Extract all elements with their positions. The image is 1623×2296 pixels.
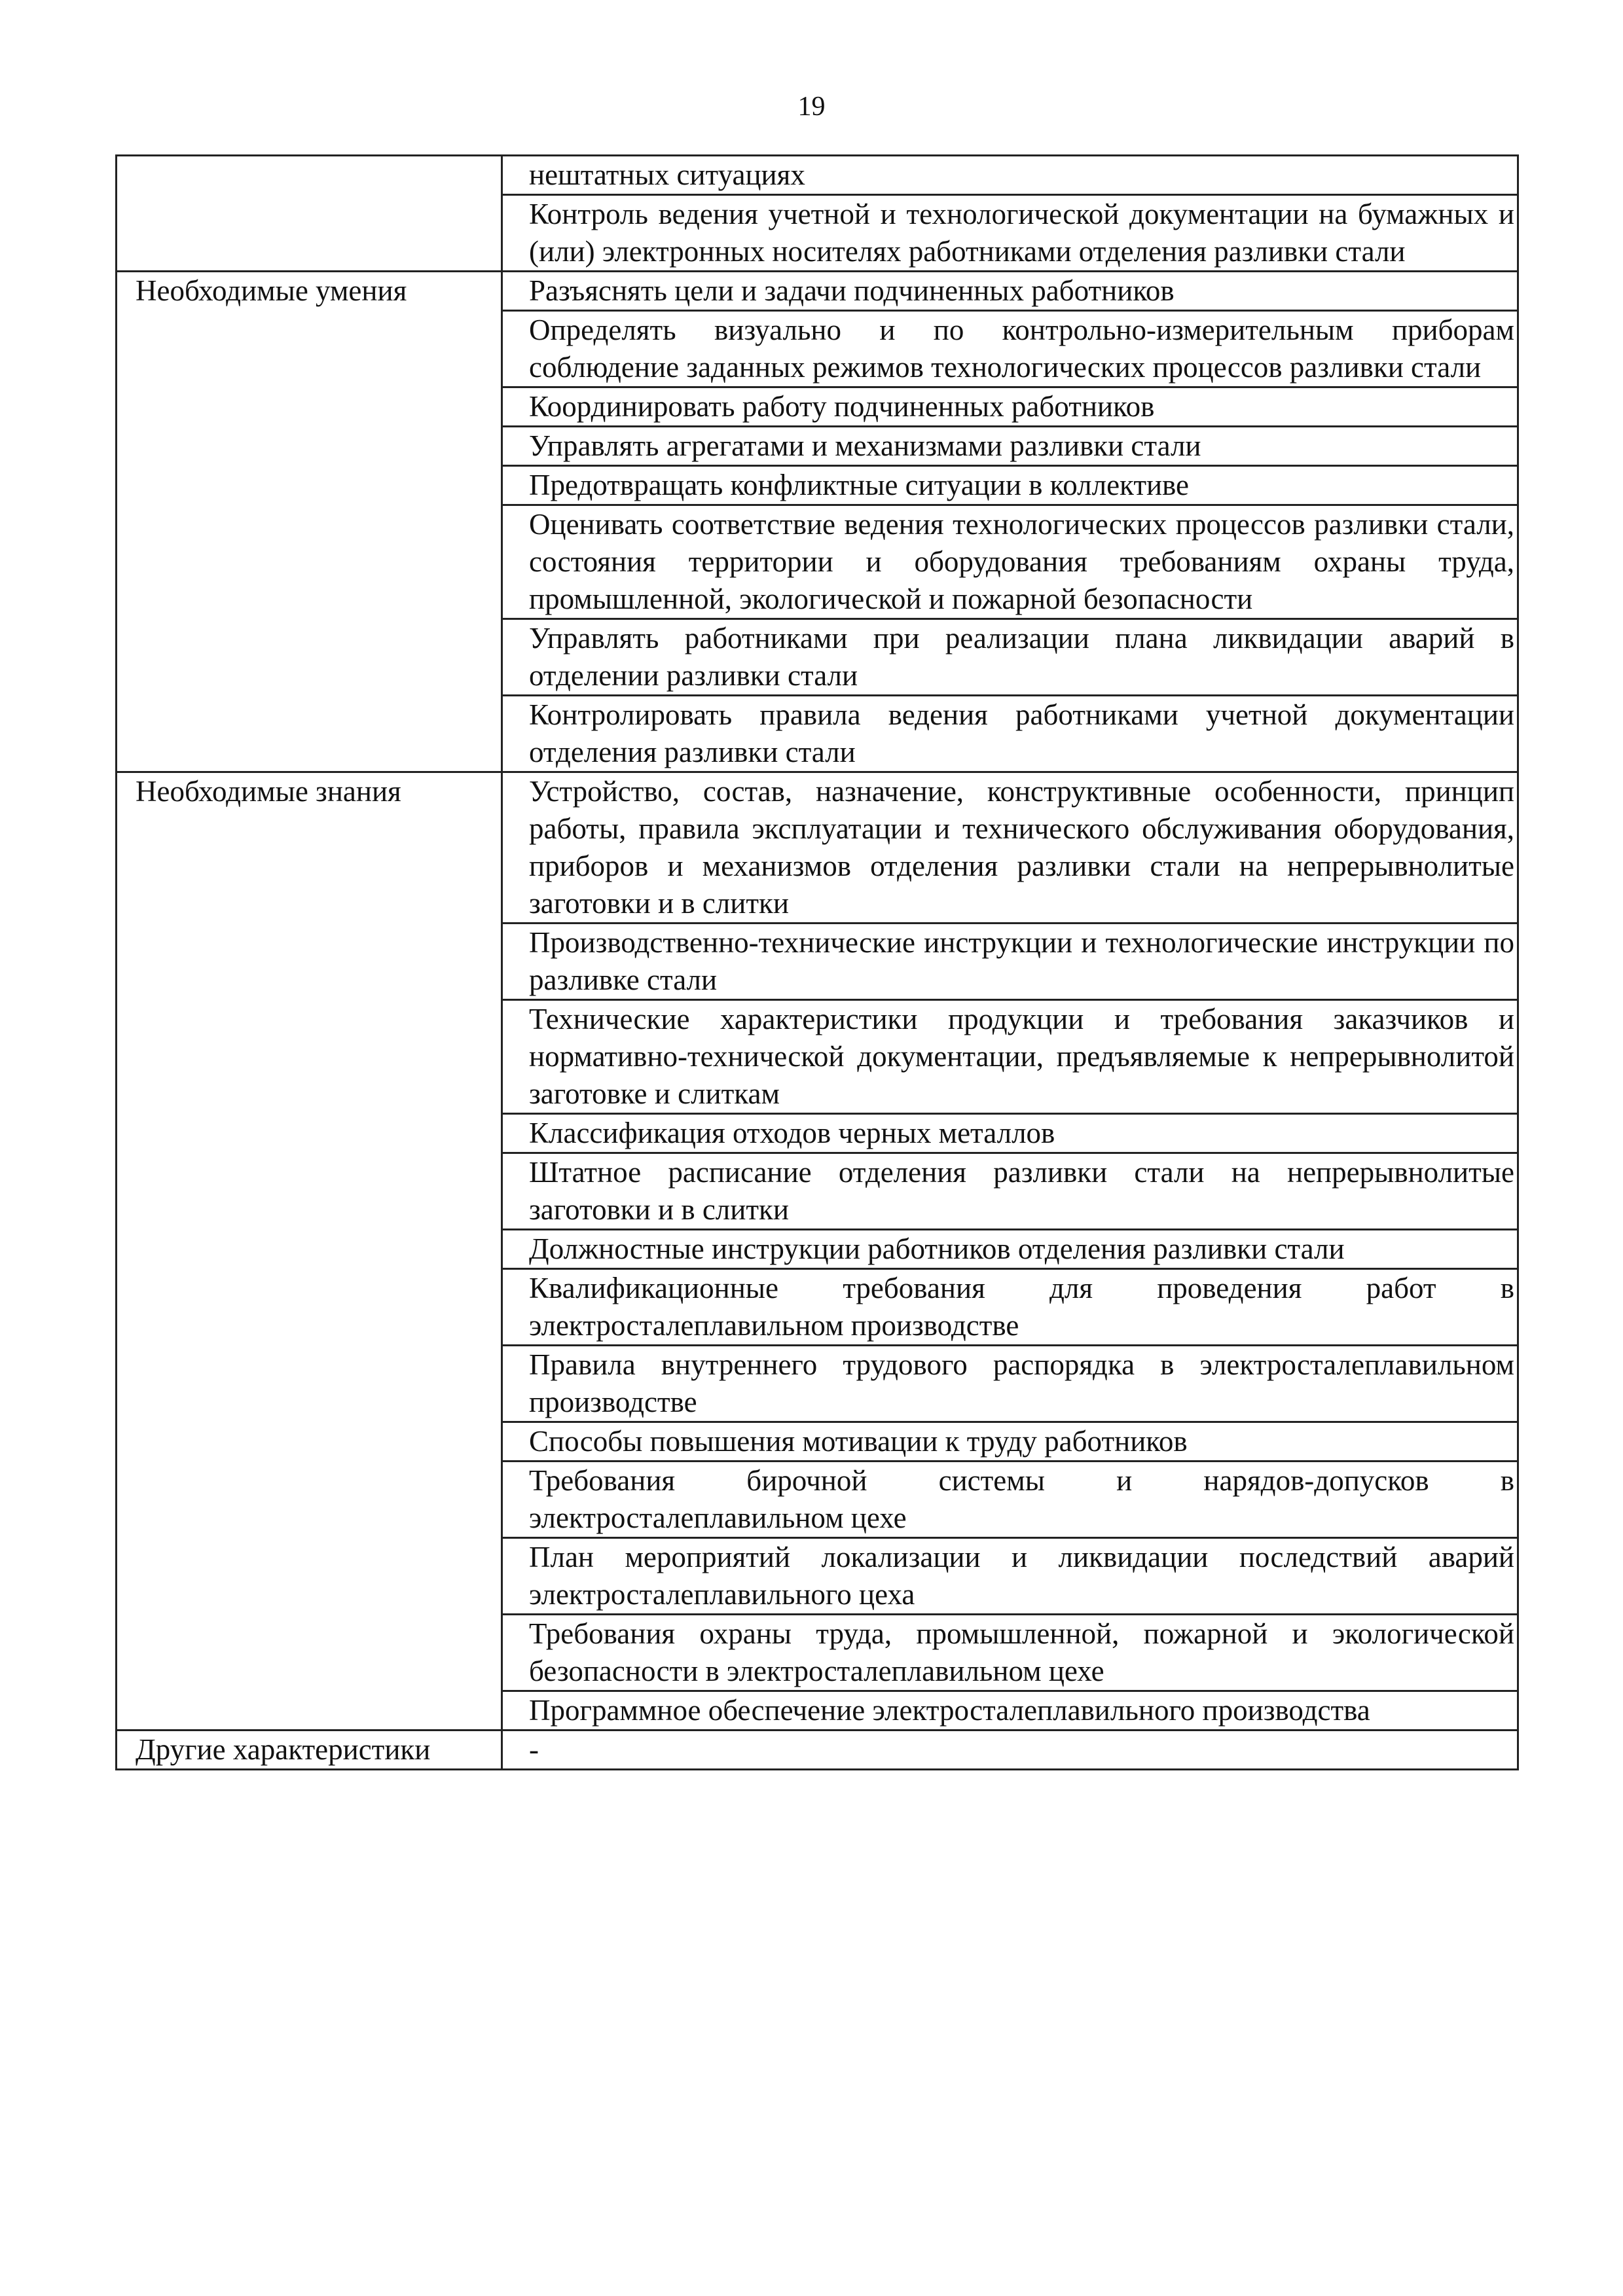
table-row [117,1462,1518,1538]
requirement-item: Предотвращать конфликтные ситуации в коллективе [502,466,1518,505]
group-label-continuation [117,1230,502,1269]
group-label-continuation [117,1269,502,1346]
requirement-item: Управлять агрегатами и механизмами разливки стали [502,427,1518,466]
table-row [117,924,1518,1000]
characteristics-table [115,154,1519,1770]
table-row [117,466,1518,505]
page-number: 19 [797,92,826,122]
group-label [117,156,502,195]
group-label-continuation [117,387,502,427]
requirement-item: Квалификационные требования для проведения работ в электросталеплавильном производстве [502,1269,1518,1346]
group-label-continuation [117,1000,502,1114]
requirement-item: Программное обеспечение электросталеплавильного производства [502,1691,1518,1731]
requirement-item: Управлять работниками при реализации плана ликвидации аварий в отделении разливки стали [502,619,1518,696]
requirement-item: Оценивать соответствие ведения технологических процессов разливки стали, состояния территории и оборудования требованиям охраны труда, промышленной, экологической и пожарной безопасности [502,505,1518,619]
table-row [117,195,1518,272]
table-row [117,1114,1518,1153]
table-row [117,772,1518,924]
group-label-continuation [117,427,502,466]
table-row [117,156,1518,195]
group-label-continuation [117,619,502,696]
group-label-continuation [117,1114,502,1153]
table-row [117,1422,1518,1462]
group-label-continuation [117,1422,502,1462]
requirement-item: Координировать работу подчиненных работников [502,387,1518,427]
table-row [117,1346,1518,1422]
requirement-item: План мероприятий локализации и ликвидации последствий аварий электросталеплавильного цеха [502,1538,1518,1615]
requirement-item: Правила внутреннего трудового распорядка в электросталеплавильном производстве [502,1346,1518,1422]
table-row [117,619,1518,696]
requirement-item: нештатных ситуациях [502,156,1518,195]
requirement-item: Должностные инструкции работников отделения разливки стали [502,1230,1518,1269]
group-label-continuation [117,696,502,772]
table-row [117,696,1518,772]
table-row [117,427,1518,466]
requirement-item: Штатное расписание отделения разливки стали на непрерывнолитые заготовки и в слитки [502,1153,1518,1230]
table-row [117,1691,1518,1731]
requirement-item: Технические характеристики продукции и требования заказчиков и нормативно-технической документации, предъявляемые к непрерывнолитой заготовке и слиткам [502,1000,1518,1114]
requirement-item: Разъяснять цели и задачи подчиненных работников [502,272,1518,311]
requirement-item: Контролировать правила ведения работниками учетной документации отделения разливки стали [502,696,1518,772]
group-label-continuation [117,466,502,505]
requirement-item: Контроль ведения учетной и технологической документации на бумажных и (или) электронных носителях работниками отделения разливки стали [502,195,1518,272]
table-body [117,156,1518,1770]
group-label-continuation [117,505,502,619]
table-row [117,1731,1518,1770]
table-row [117,1615,1518,1691]
group-label-continuation [117,924,502,1000]
requirement-item: Требования бирочной системы и нарядов-допусков в электросталеплавильном цехе [502,1462,1518,1538]
group-label-continuation [117,1691,502,1731]
table-row [117,1538,1518,1615]
group-label-continuation [117,311,502,387]
group-label-continuation [117,1153,502,1230]
table-row [117,1000,1518,1114]
group-label-continuation [117,195,502,272]
requirement-item: Определять визуально и по контрольно-измерительным приборам соблюдение заданных режимов технологических процессов разливки стали [502,311,1518,387]
table-row [117,1153,1518,1230]
requirement-item: Требования охраны труда, промышленной, пожарной и экологической безопасности в электросталеплавильном цехе [502,1615,1518,1691]
requirement-item: Способы повышения мотивации к труду работников [502,1422,1518,1462]
table-row [117,1269,1518,1346]
group-label: Необходимые знания [117,772,502,924]
group-label-continuation [117,1615,502,1691]
table-row [117,387,1518,427]
requirement-item: Производственно-технические инструкции и технологические инструкции по разливке стали [502,924,1518,1000]
group-label-continuation [117,1538,502,1615]
group-label-continuation [117,1462,502,1538]
table-row [117,311,1518,387]
requirement-item: - [502,1731,1518,1770]
requirement-item: Устройство, состав, назначение, конструктивные особенности, принцип работы, правила эксплуатации и технического обслуживания оборудования, приборов и механизмов отделения разливки стали на непрерывнолитые заготовки и в слитки [502,772,1518,924]
group-label: Другие характеристики [117,1731,502,1770]
table-row [117,505,1518,619]
table-row [117,272,1518,311]
table-row [117,1230,1518,1269]
requirement-item: Классификация отходов черных металлов [502,1114,1518,1153]
group-label-continuation [117,1346,502,1422]
group-label: Необходимые умения [117,272,502,311]
